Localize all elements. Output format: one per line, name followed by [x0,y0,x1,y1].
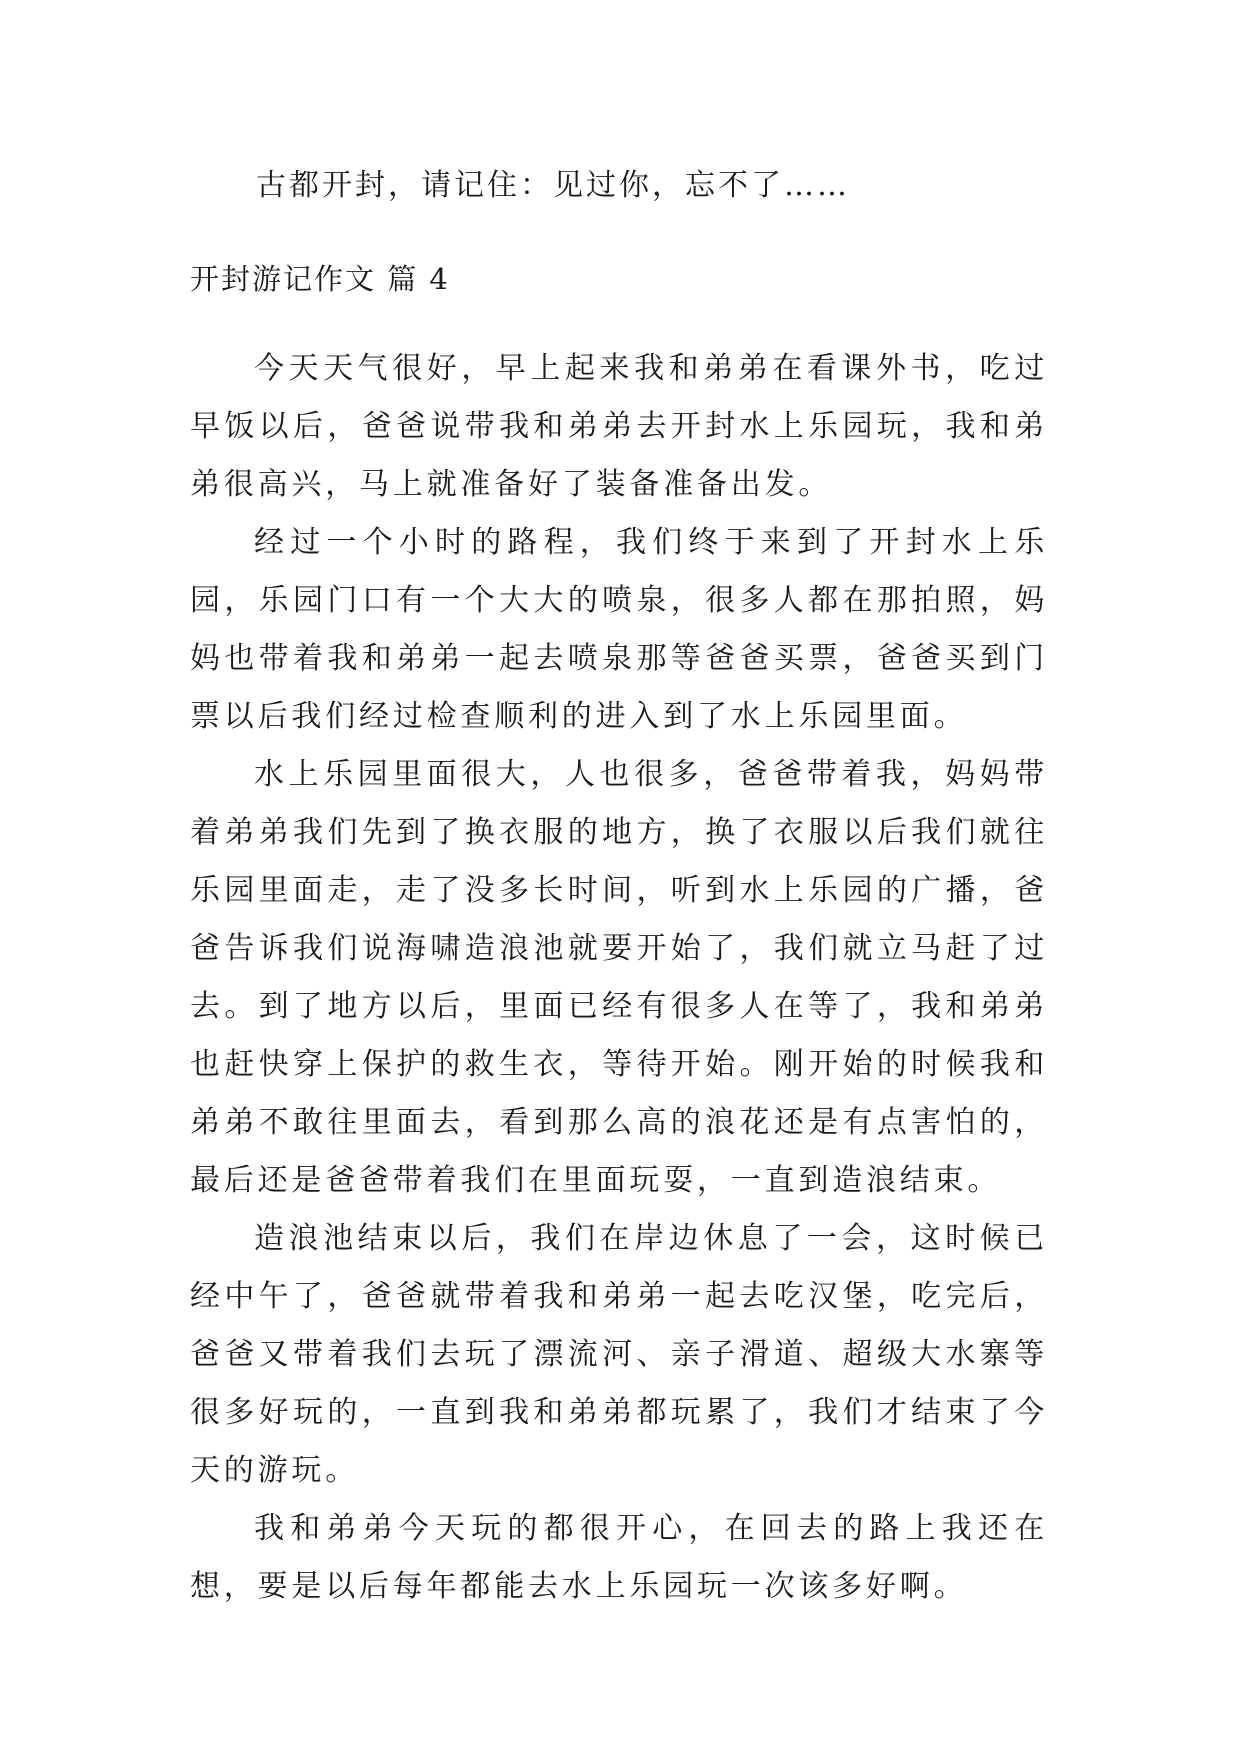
paragraph-2: 经过一个小时的路程，我们终于来到了开封水上乐园，乐园门口有一个大大的喷泉，很多人都在那拍照，妈妈也带着我和弟弟一起去喷泉那等爸爸买票，爸爸买到门票以后我们经过检查顺利的进入到了水上乐园里面。 [190,525,1048,734]
paragraph-1: 今天天气很好，早上起来我和弟弟在看课外书，吃过早饭以后，爸爸说带我和弟弟去开封水上乐园玩，我和弟弟很高兴，马上就准备好了装备准备出发。 [190,351,1048,502]
article-body [190,340,1048,1616]
closing-line: 古都开封，请记住：见过你，忘不了…… [256,168,850,203]
paragraph-3: 水上乐园里面很大，人也很多，爸爸带着我，妈妈带着弟弟我们先到了换衣服的地方，换了衣服以后我们就往乐园里面走，走了没多长时间，听到水上乐园的广播，爸爸告诉我们说海啸造浪池就要开始了，我们就立马赶了过去。到了地方以后，里面已经有很多人在等了，我和弟弟也赶快穿上保护的救生衣，等待开始。刚开始的时候我和弟弟不敢往里面去，看到那么高的浪花还是有点害怕的，最后还是爸爸带着我们在里面玩耍，一直到造浪结束。 [190,757,1048,1198]
section-heading: 开封游记作文 篇 4 [190,262,450,296]
paragraph-5: 我和弟弟今天玩的都很开心，在回去的路上我还在想，要是以后每年都能去水上乐园玩一次该多好啊。 [190,1511,1048,1604]
paragraph-4: 造浪池结束以后，我们在岸边休息了一会，这时候已经中午了，爸爸就带着我和弟弟一起去吃汉堡，吃完后，爸爸又带着我们去玩了漂流河、亲子滑道、超级大水寨等很多好玩的，一直到我和弟弟都玩累了，我们才结束了今天的游玩。 [190,1221,1048,1488]
